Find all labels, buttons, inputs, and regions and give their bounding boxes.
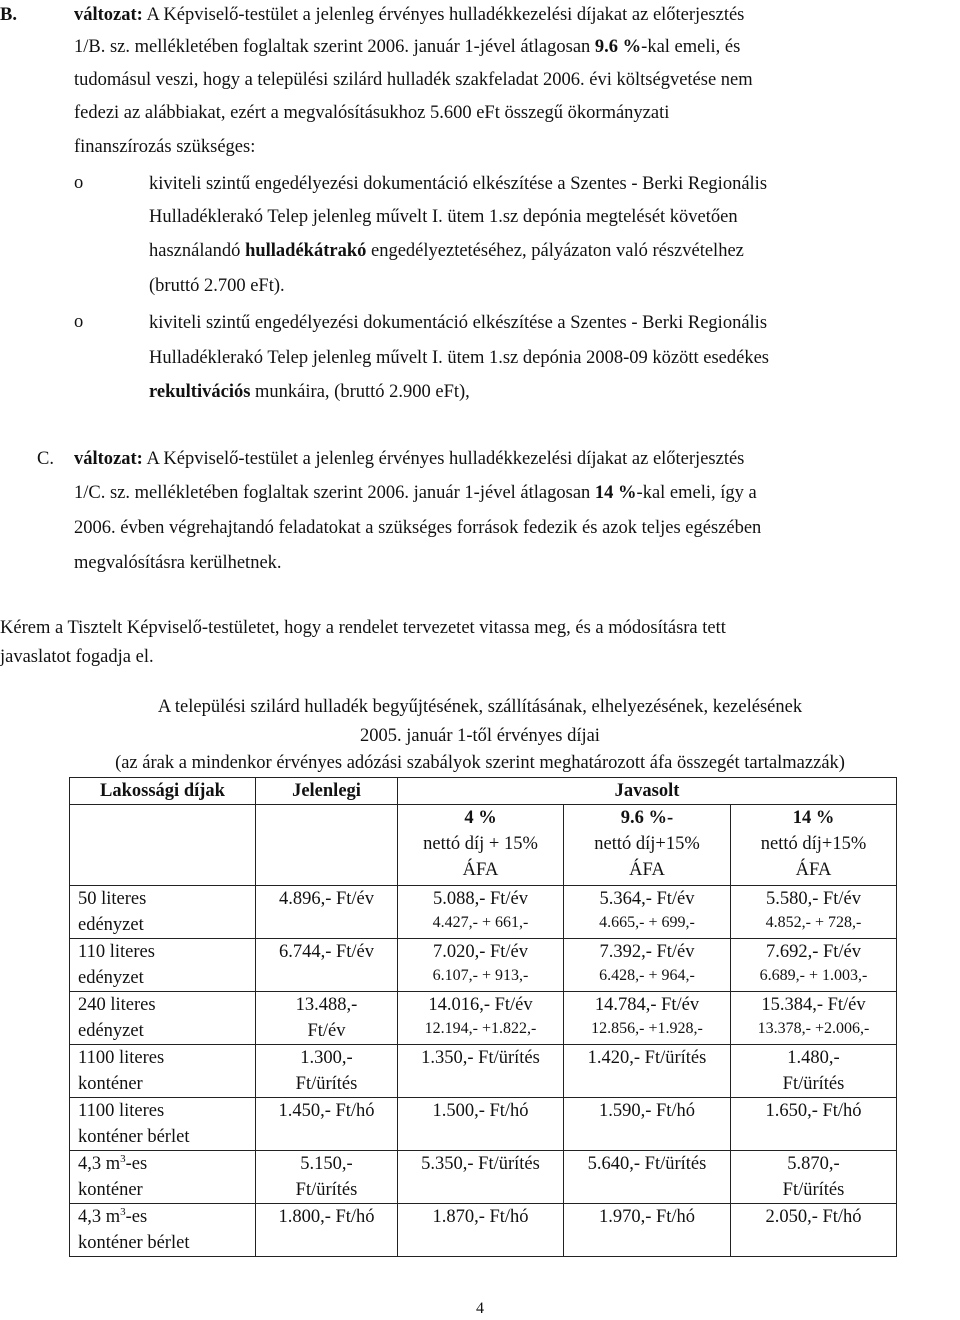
subheader-empty-2 bbox=[256, 805, 398, 886]
row-p96: 1.970,- Ft/hó bbox=[564, 1204, 731, 1257]
bullet-1-line-2: Hulladéklerakó Telep jelenleg művelt I. ütem 1.sz depónia megtelését követően bbox=[149, 207, 738, 227]
row-label: 240 literes edényzet bbox=[70, 992, 256, 1045]
row-p14: 7.692,- Ft/év 6.689,- + 1.003,- bbox=[731, 939, 897, 992]
table-row bbox=[70, 1045, 897, 1098]
variant-b-line-5: finanszírozás szükséges: bbox=[74, 137, 256, 157]
proposed-col-4pct: 4 % nettó díj + 15% ÁFA bbox=[398, 805, 564, 886]
table-row bbox=[70, 1151, 897, 1204]
request-line-2: javaslatot fogadja el. bbox=[0, 647, 154, 667]
header-category: Lakossági díjak bbox=[70, 778, 256, 805]
header-proposed: Javasolt bbox=[398, 778, 897, 805]
header-current: Jelenlegi bbox=[256, 778, 398, 805]
bullet-1-line-1: kiviteli szintű engedélyezési dokumentáció elkészítése a Szentes - Berki Regionális bbox=[149, 174, 768, 194]
variant-c-line-3: 2006. évben végrehajtandó feladatokat a szükséges források fedezik és azok teljes egészében bbox=[74, 518, 762, 538]
bullet-2-line-1: kiviteli szintű engedélyezési dokumentáció elkészítése a Szentes - Berki Regionális bbox=[149, 313, 768, 333]
table-subheader-row bbox=[70, 805, 897, 886]
bullet-2-line-2: Hulladéklerakó Telep jelenleg művelt I. ütem 1.sz depónia 2008-09 között esedékes bbox=[149, 348, 769, 368]
proposed-col-14pct: 14 % nettó díj+15% ÁFA bbox=[731, 805, 897, 886]
table-title-line-3: (az árak a mindenkor érvényes adózási szabályok szerint meghatározott áfa összegét tartalmazzák) bbox=[115, 753, 845, 773]
table-row bbox=[70, 886, 897, 939]
variant-c-line-1: változat: A Képviselő-testület a jelenleg érvényes hulladékkezelési díjakat az előterjesztés bbox=[74, 449, 745, 469]
row-p96: 1.590,- Ft/hó bbox=[564, 1098, 731, 1151]
table-row bbox=[70, 1204, 897, 1257]
row-p14: 1.480,- Ft/ürítés bbox=[731, 1045, 897, 1098]
row-p14: 15.384,- Ft/év 13.378,- +2.006,- bbox=[731, 992, 897, 1045]
row-p14: 5.580,- Ft/év 4.852,- + 728,- bbox=[731, 886, 897, 939]
row-p14: 5.870,- Ft/ürítés bbox=[731, 1151, 897, 1204]
row-p96: 14.784,- Ft/év 12.856,- +1.928,- bbox=[564, 992, 731, 1045]
row-label: 110 literes edényzet bbox=[70, 939, 256, 992]
variant-b-line-4: fedezi az alábbiakat, ezért a megvalósításukhoz 5.600 eFt összegű ökormányzati bbox=[74, 103, 670, 123]
row-p96: 5.364,- Ft/év 4.665,- + 699,- bbox=[564, 886, 731, 939]
row-p4: 1.350,- Ft/ürítés bbox=[398, 1045, 564, 1098]
variant-c-line-4: megvalósításra kerülhetnek. bbox=[74, 553, 282, 573]
row-label: 4,3 $m^3-es$ konténer bérlet bbox=[70, 1204, 256, 1257]
row-label: 1100 literes konténer bbox=[70, 1045, 256, 1098]
bullet-2-line-3: rekultivációs munkáira, (bruttó 2.900 eFt), bbox=[149, 382, 470, 402]
table-title-line-1: A települési szilárd hulladék begyűjtésének, szállításának, elhelyezésének, kezelésének bbox=[157, 697, 803, 717]
row-current: 5.150,- Ft/ürítés bbox=[256, 1151, 398, 1204]
table-row bbox=[70, 1098, 897, 1151]
row-p14: 2.050,- Ft/hó bbox=[731, 1204, 897, 1257]
request-line-1: Kérem a Tisztelt Képviselő-testületet, hogy a rendelet tervezetet vitassa meg, és a módosításra tett bbox=[0, 618, 726, 638]
variant-c-label: C. bbox=[37, 449, 54, 469]
table-row bbox=[70, 939, 897, 992]
row-p4: 5.350,- Ft/ürítés bbox=[398, 1151, 564, 1204]
row-current: 4.896,- Ft/év bbox=[256, 886, 398, 939]
row-p4: 5.088,- Ft/év 4.427,- + 661,- bbox=[398, 886, 564, 939]
variant-b-line-2: 1/B. sz. mellékletében foglaltak szerint 2006. január 1-jével átlagosan 9.6 %-kal emeli, és bbox=[74, 37, 741, 57]
bullet-1-line-3: használandó hulladékátrakó engedélyeztetéséhez, pályázaton való részvételhez bbox=[149, 241, 744, 261]
row-p4: 7.020,- Ft/év 6.107,- + 913,- bbox=[398, 939, 564, 992]
bullet-1-marker: o bbox=[74, 173, 84, 193]
variant-b-label: B. bbox=[0, 5, 17, 25]
page-number: 4 bbox=[476, 1300, 484, 1317]
subheader-empty-1 bbox=[70, 805, 256, 886]
table-header-row bbox=[70, 778, 897, 805]
table-row bbox=[70, 992, 897, 1045]
proposed-col-9-6pct: 9.6 %- nettó díj+15% ÁFA bbox=[564, 805, 731, 886]
table-title-line-2: 2005. január 1-től érvényes díjai bbox=[360, 726, 600, 746]
row-p96: 5.640,- Ft/ürítés bbox=[564, 1151, 731, 1204]
variant-b-line-1: változat: A Képviselő-testület a jelenleg érvényes hulladékkezelési díjakat az előterjesztés bbox=[74, 5, 745, 25]
row-p96: 7.392,- Ft/év 6.428,- + 964,- bbox=[564, 939, 731, 992]
row-current: 13.488,- Ft/év bbox=[256, 992, 398, 1045]
variant-c-line-2: 1/C. sz. mellékletében foglaltak szerint 2006. január 1-jével átlagosan 14 %-kal emeli, így a bbox=[74, 483, 757, 503]
row-current: 6.744,- Ft/év bbox=[256, 939, 398, 992]
row-current: 1.450,- Ft/hó bbox=[256, 1098, 398, 1151]
row-p4: 1.870,- Ft/hó bbox=[398, 1204, 564, 1257]
row-p4: 14.016,- Ft/év 12.194,- +1.822,- bbox=[398, 992, 564, 1045]
row-p4: 1.500,- Ft/hó bbox=[398, 1098, 564, 1151]
bullet-2-marker: o bbox=[74, 312, 84, 332]
row-current: 1.800,- Ft/hó bbox=[256, 1204, 398, 1257]
row-label: 4,3 $m^3-es$ konténer bbox=[70, 1151, 256, 1204]
row-p96: 1.420,- Ft/ürítés bbox=[564, 1045, 731, 1098]
row-p14: 1.650,- Ft/hó bbox=[731, 1098, 897, 1151]
row-current: 1.300,- Ft/ürítés bbox=[256, 1045, 398, 1098]
fee-table bbox=[69, 777, 897, 1257]
variant-b-line-3: tudomásul veszi, hogy a települési szilárd hulladék szakfeladat 2006. évi költségvetése nem bbox=[74, 70, 753, 90]
bullet-1-line-4: (bruttó 2.700 eFt). bbox=[149, 276, 285, 296]
row-label: 1100 literes konténer bérlet bbox=[70, 1098, 256, 1151]
row-label: 50 literes edényzet bbox=[70, 886, 256, 939]
